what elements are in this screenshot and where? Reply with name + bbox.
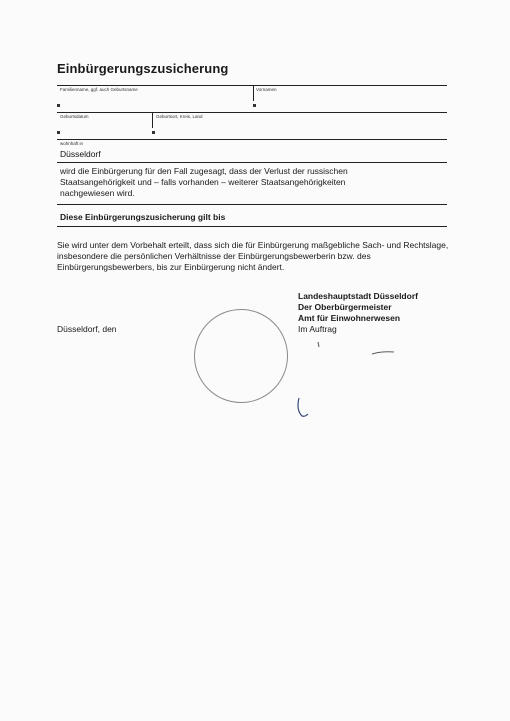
form-line [57, 204, 447, 205]
signature-stroke [298, 398, 308, 416]
geburtsdatum-label: Geburtsdatum [60, 114, 89, 119]
signature-stroke [318, 342, 319, 347]
form-line [57, 226, 447, 227]
geburtsort-label: Geburtsort, Kreis, Land [156, 114, 203, 119]
authority-line-3: Amt für Einwohnerwesen [298, 313, 401, 323]
field-corner-mark [253, 104, 256, 107]
familienname-label: Familienname, ggf. auch Geburtsname [60, 87, 138, 92]
authority-line-1: Landeshauptstadt Düsseldorf [298, 291, 418, 301]
authority-line-4: Im Auftrag [298, 324, 337, 334]
field-corner-mark [57, 104, 60, 107]
official-seal [194, 309, 288, 403]
field-corner-mark [57, 131, 60, 134]
field-corner-mark [152, 131, 155, 134]
wohnhaft-label: wohnhaft in [60, 141, 84, 146]
place-date-text: Düsseldorf, den [57, 324, 117, 334]
wohnhaft-value: Düsseldorf [60, 149, 101, 159]
signature-stroke [372, 352, 394, 354]
form-line [57, 112, 447, 113]
form-divider [253, 85, 254, 101]
statement-text: wird die Einbürgerung für den Fall zugesagt, dass der Verlust der russischen Staatsangehörigkeit und – falls vorhanden – weiterer Staatsangehörigkeiten nachgewiesen wird. [60, 166, 348, 198]
document-title: Einbürgerungszusicherung [57, 61, 229, 76]
form-line [57, 139, 447, 140]
validity-text: Diese Einbürgerungszusicherung gilt bis [60, 212, 226, 222]
form-line-top [57, 85, 447, 86]
condition-text: Sie wird unter dem Vorbehalt erteilt, dass sich die für Einbürgerung maßgebliche Sach- und Rechtslage, insbesondere die persönlichen Verhältnisse der Einbürgerungsbewerberin bzw. des Einbürgerungsbewerbers, bis zur Einbürgerung nicht ändert. [57, 240, 449, 272]
form-divider [152, 112, 153, 128]
vornamen-label: Vornamen [256, 87, 277, 92]
form-line [57, 162, 447, 163]
authority-line-2: Der Oberbürgermeister [298, 302, 392, 312]
